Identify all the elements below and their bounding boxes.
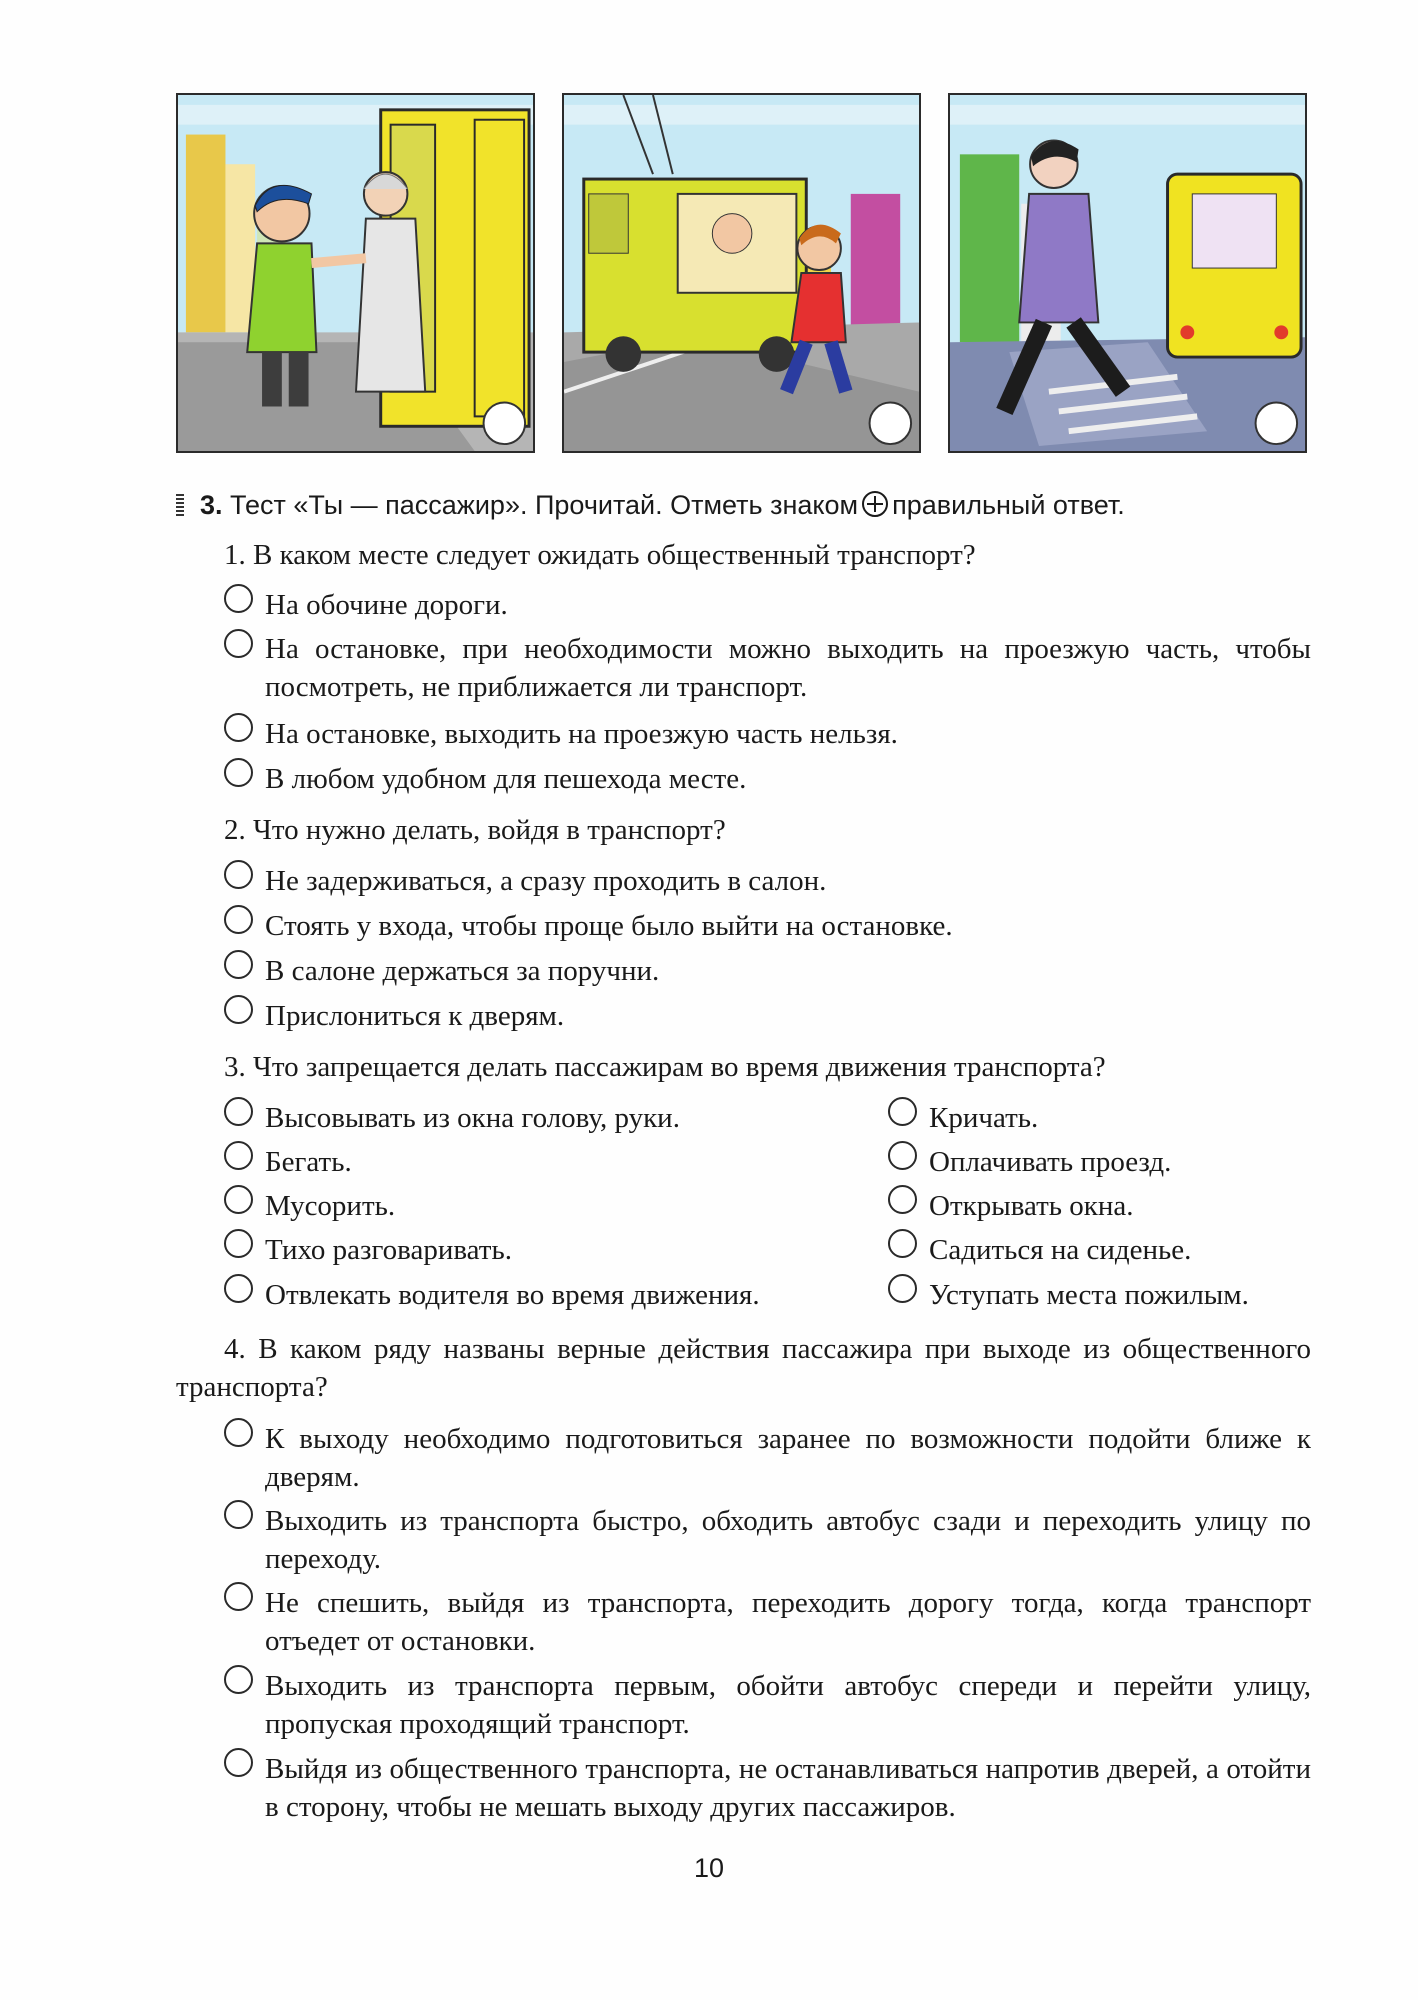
q1-option-2-label: На остановке, при необходимости можно выходить на проезжую часть, чтобы посмотреть, не приближается ли транспорт.	[265, 633, 1311, 703]
question-1: 1. В каком месте следует ожидать общественный транспорт?	[224, 539, 976, 571]
q2-option-3-radio[interactable]	[224, 950, 253, 979]
q4-option-3-label: Не спешить, выйдя из транспорта, переходить дорогу тогда, когда транспорт отъедет от остановки.	[265, 1587, 1311, 1657]
q3-right-option-4-radio[interactable]	[888, 1229, 917, 1258]
question-2: 2. Что нужно делать, войдя в транспорт?	[224, 814, 726, 846]
q3-right-option-2-radio[interactable]	[888, 1141, 917, 1170]
q1-option-3-label: На остановке, выходить на проезжую часть нельзя.	[265, 718, 898, 750]
q3-right-option-3-radio[interactable]	[888, 1185, 917, 1214]
illustrations	[176, 93, 1306, 453]
q4-option-1-radio[interactable]	[224, 1418, 253, 1447]
q2-option-2-radio[interactable]	[224, 905, 253, 934]
task-instruction-text: Тест «Ты — пассажир». Прочитай. Отметь знаком	[230, 490, 859, 520]
task-number: 3.	[200, 490, 223, 520]
q3-left-option-4-label: Тихо разговаривать.	[265, 1234, 512, 1266]
q2-option-4-label: Прислониться к дверям.	[265, 1000, 565, 1032]
q1-option-4-radio[interactable]	[224, 758, 253, 787]
q1-option-2-radio[interactable]	[224, 629, 253, 658]
q3-left-option-3-radio[interactable]	[224, 1185, 253, 1214]
q2-option-4-radio[interactable]	[224, 995, 253, 1024]
question-4: 4. В каком ряду названы верные действия пассажира при выходе из общественного транспорта?	[176, 1333, 1311, 1403]
q4-option-5-radio[interactable]	[224, 1748, 253, 1777]
q3-left-option-5-label: Отвлекать водителя во время движения.	[265, 1279, 760, 1311]
boy-running-in-front-of-bus-illustration	[564, 95, 919, 451]
q3-right-option-5-label: Уступать места пожилым.	[929, 1279, 1249, 1311]
q4-option-2-radio[interactable]	[224, 1500, 253, 1529]
q2-option-1-radio[interactable]	[224, 860, 253, 889]
man-crossing-behind-bus-illustration	[950, 95, 1305, 451]
task-marker-icon	[176, 494, 184, 518]
task-instruction-end: правильный ответ.	[892, 490, 1125, 520]
q4-option-1-label: К выходу необходимо подготовиться заранее по возможности подойти ближе к дверям.	[265, 1423, 1311, 1493]
picture-1	[176, 93, 535, 453]
picture-3	[948, 93, 1307, 453]
q3-left-option-1-radio[interactable]	[224, 1097, 253, 1126]
q4-option-4-label: Выходить из транспорта первым, обойти автобус спереди и перейти улицу, пропуская проходящий транспорт.	[265, 1670, 1311, 1740]
q1-option-1-radio[interactable]	[224, 584, 253, 613]
q3-left-option-3-label: Мусорить.	[265, 1190, 396, 1222]
q2-option-3-label: В салоне держаться за поручни.	[265, 955, 660, 987]
picture-2	[562, 93, 921, 453]
task-heading	[176, 490, 1316, 530]
boy-helping-grandmother-illustration	[178, 95, 533, 451]
q3-right-option-1-label: Кричать.	[929, 1102, 1039, 1134]
q4-option-3-radio[interactable]	[224, 1582, 253, 1611]
question-3: 3. Что запрещается делать пассажирам во время движения транспорта?	[224, 1051, 1106, 1083]
q3-left-option-5-radio[interactable]	[224, 1274, 253, 1303]
q3-right-option-1-radio[interactable]	[888, 1097, 917, 1126]
q2-option-2-label: Стоять у входа, чтобы проще было выйти на остановке.	[265, 910, 953, 942]
q4-option-4-radio[interactable]	[224, 1665, 253, 1694]
q4-option-5-label: Выйдя из общественного транспорта, не останавливаться напротив дверей, а отойти в сторону, чтобы не мешать выходу других пассажиров.	[265, 1753, 1311, 1823]
circle-plus-icon	[862, 491, 888, 517]
q1-option-4-label: В любом удобном для пешехода месте.	[265, 763, 747, 795]
task-instruction	[200, 490, 1125, 521]
q1-option-1-label: На обочине дороги.	[265, 589, 508, 621]
page-number: 10	[693, 1853, 725, 1883]
q3-right-option-5-radio[interactable]	[888, 1274, 917, 1303]
q4-option-2-label: Выходить из транспорта быстро, обходить автобус сзади и переходить улицу по переходу.	[265, 1505, 1311, 1575]
q3-right-option-2-label: Оплачивать проезд.	[929, 1146, 1172, 1178]
q3-left-option-1-label: Высовывать из окна голову, руки.	[265, 1102, 680, 1134]
q3-right-option-4-label: Садиться на сиденье.	[929, 1234, 1192, 1266]
q3-right-option-3-label: Открывать окна.	[929, 1190, 1134, 1222]
q3-left-option-2-radio[interactable]	[224, 1141, 253, 1170]
q2-option-1-label: Не задерживаться, а сразу проходить в салон.	[265, 865, 827, 897]
q3-left-option-4-radio[interactable]	[224, 1229, 253, 1258]
q3-left-option-2-label: Бегать.	[265, 1146, 352, 1178]
q1-option-3-radio[interactable]	[224, 713, 253, 742]
